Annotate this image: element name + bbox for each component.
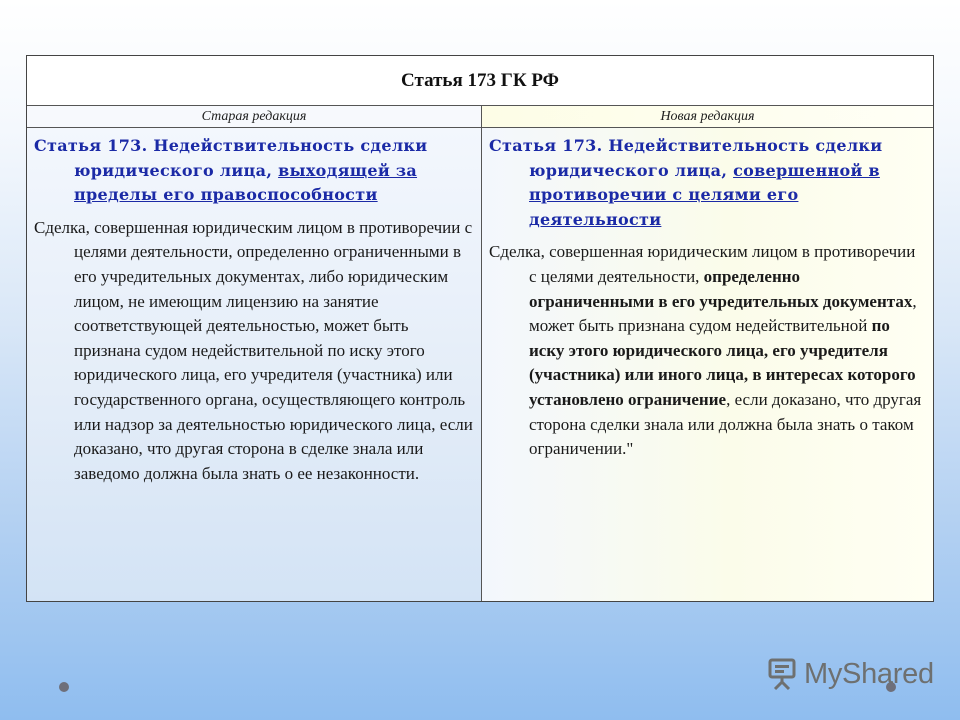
new-body-part1: Сделка, совершенная юридическим лицом в противоречии с целями деятельности, bbox=[489, 242, 916, 286]
left-bullet-dot bbox=[59, 682, 69, 692]
column-header-old: Старая редакция bbox=[27, 106, 482, 127]
new-body-bold1: определенно ограниченными в его учредительных документах bbox=[529, 266, 913, 311]
watermark-logo bbox=[766, 657, 934, 691]
new-edition-cell bbox=[482, 128, 933, 601]
old-article-heading bbox=[34, 134, 473, 208]
column-header-new: Новая редакция bbox=[482, 106, 933, 127]
old-article-body: Сделка, совершенная юридическим лицом в противоречии с целями деятельности, определенно ограниченными в его учредительных документах, либо юридическим лицом, не имеющим лицензию на занятие соответствующей деятельностью, может быть признана судом недействительной по иску этого юридического лица, его учредителя (участника) или государственного органа, осуществляющего контроль или надзор за деятельностью юридического лица, если доказано, что другая сторона в сделке знала или заведомо должна была знать о ее незаконности. bbox=[34, 217, 473, 483]
new-article-body bbox=[489, 240, 925, 461]
old-heading-underlined: выходящей за пределы его правоспособности bbox=[74, 160, 418, 205]
old-edition-cell bbox=[27, 128, 482, 601]
new-article-heading bbox=[489, 134, 925, 232]
new-body-part3: , если доказано, что другая сторона сделки знала или должна была знать о таком ограничении." bbox=[529, 389, 922, 459]
new-heading-prefix: Статья 173. Недействительность сделки юридического лица, bbox=[489, 136, 883, 180]
table-title: Статья 173 ГК РФ bbox=[401, 69, 559, 91]
table-title-row bbox=[27, 56, 933, 106]
column-header-row bbox=[27, 106, 933, 128]
new-body-part2: , может быть признана судом недействительной bbox=[529, 291, 917, 336]
new-heading-underlined: совершенной в противоречии с целями его деятельности bbox=[529, 160, 880, 229]
presentation-board-icon bbox=[766, 657, 800, 691]
content-row bbox=[27, 128, 933, 601]
old-heading-prefix: Статья 173. Недействительность сделки юридического лица, bbox=[34, 136, 428, 180]
new-body-bold2: по иску этого юридического лица, его учредителя (участника) или иного лица, в интересах которого установлено ограничение bbox=[529, 316, 916, 409]
watermark-text: MyShared bbox=[804, 657, 934, 690]
comparison-table bbox=[26, 55, 934, 602]
